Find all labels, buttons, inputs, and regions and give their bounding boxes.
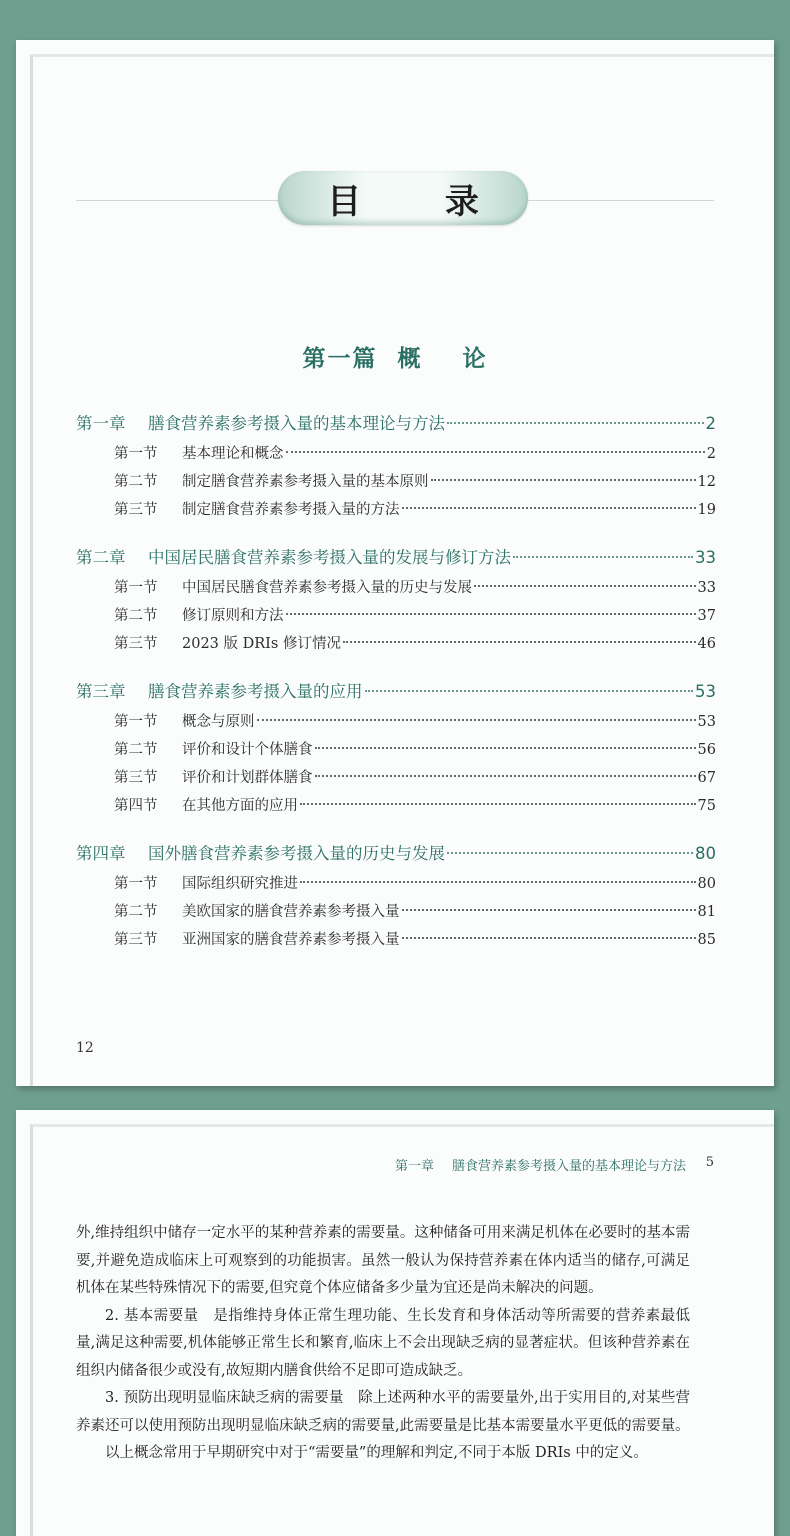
section-page: 46 bbox=[697, 636, 716, 652]
section-title: 制定膳食营养素参考摄入量的基本原则 bbox=[182, 474, 429, 490]
dot-leader bbox=[286, 451, 705, 453]
section-title: 亚洲国家的膳食营养素参考摄入量 bbox=[182, 932, 400, 948]
dot-leader bbox=[315, 747, 696, 749]
toc-list bbox=[76, 408, 716, 972]
section-title: 评价和设计个体膳食 bbox=[182, 742, 313, 758]
section-number: 第一节 bbox=[114, 876, 158, 892]
section-title: 概念与原则 bbox=[182, 714, 255, 730]
body-paragraph: 外,维持组织中储存一定水平的某种营养素的需要量。这种储备可用来满足机体在必要时的基本需要,并避免造成临床上可观察到的功能损害。虽然一般认为保持营养素在体内适当的储存,可满足机体在某些特殊情况下的需要,但究竟个体应储备多少量为宜还是尚未解决的问题。 bbox=[76, 1225, 690, 1296]
toc-heading-banner bbox=[278, 171, 528, 225]
dot-leader bbox=[365, 690, 694, 692]
section-page: 56 bbox=[697, 742, 716, 758]
page-folio: 12 bbox=[76, 1040, 94, 1056]
body-paragraph: 3. 预防出现明显临床缺乏病的需要量 除上述两种水平的需要量外,出于实用目的,对某些营养素还可以使用预防出现明显临床缺乏病的需要量,此需要量是比基本需要量水平更低的需要量。 bbox=[76, 1390, 690, 1434]
section-number: 第一节 bbox=[114, 714, 158, 730]
dot-leader bbox=[431, 479, 696, 481]
chapter-title: 膳食营养素参考摄入量的应用 bbox=[148, 682, 363, 701]
section-page: 53 bbox=[697, 714, 716, 730]
section-page: 37 bbox=[697, 608, 716, 624]
section-page: 85 bbox=[697, 932, 716, 948]
dot-leader bbox=[257, 719, 696, 721]
dot-leader bbox=[402, 909, 696, 911]
chapter-page: 80 bbox=[695, 844, 716, 863]
toc-chapter-row[interactable] bbox=[76, 408, 716, 440]
toc-section-row[interactable] bbox=[76, 574, 716, 602]
section-number: 第二节 bbox=[114, 608, 158, 624]
section-page: 12 bbox=[697, 474, 716, 490]
chapter-page: 53 bbox=[695, 682, 716, 701]
section-page: 67 bbox=[697, 770, 716, 786]
toc-chapter bbox=[76, 838, 716, 954]
section-title: 修订原则和方法 bbox=[182, 608, 284, 624]
toc-section-row[interactable] bbox=[76, 468, 716, 496]
section-number: 第二节 bbox=[114, 742, 158, 758]
section-number: 第三节 bbox=[114, 932, 158, 948]
dot-leader bbox=[300, 881, 696, 883]
toc-section-row[interactable] bbox=[76, 602, 716, 630]
section-number: 第三节 bbox=[114, 636, 158, 652]
section-number: 第一节 bbox=[114, 446, 158, 462]
toc-section-row[interactable] bbox=[76, 736, 716, 764]
chapter-number: 第二章 bbox=[76, 548, 126, 567]
content-page bbox=[16, 1110, 774, 1536]
chapter-title: 膳食营养素参考摄入量的基本理论与方法 bbox=[148, 414, 445, 433]
body-paragraph: 2. 基本需要量 是指维持身体正常生理功能、生长发育和身体活动等所需要的营养素最低量,满足这种需要,机体能够正常生长和繁育,临床上不会出现缺乏病的显著症状。但该种营养素在组织内储备很少或没有,故短期内膳食供给不足即可造成缺乏。 bbox=[76, 1307, 690, 1379]
running-head-title: 膳食营养素参考摄入量的基本理论与方法 bbox=[451, 1159, 686, 1174]
section-title: 在其他方面的应用 bbox=[182, 798, 298, 814]
page-number: 5 bbox=[705, 1155, 714, 1170]
toc-chapter bbox=[76, 542, 716, 658]
toc-section-row[interactable] bbox=[76, 440, 716, 468]
chapter-title: 国外膳食营养素参考摄入量的历史与发展 bbox=[148, 844, 445, 863]
dot-leader bbox=[402, 507, 696, 509]
toc-section-row[interactable] bbox=[76, 898, 716, 926]
toc-section-row[interactable] bbox=[76, 926, 716, 954]
dot-leader bbox=[447, 852, 693, 854]
chapter-page: 2 bbox=[705, 414, 716, 433]
toc-section-row[interactable] bbox=[76, 792, 716, 820]
body-text bbox=[76, 1220, 690, 1468]
section-page: 81 bbox=[697, 904, 716, 920]
toc-section-row[interactable] bbox=[76, 708, 716, 736]
section-page: 75 bbox=[697, 798, 716, 814]
section-page: 80 bbox=[697, 876, 716, 892]
section-number: 第二节 bbox=[114, 904, 158, 920]
section-title: 2023 版 DRIs 修订情况 bbox=[182, 636, 341, 652]
dot-leader bbox=[315, 775, 696, 777]
toc-chapter-row[interactable] bbox=[76, 676, 716, 708]
toc-page bbox=[16, 40, 774, 1086]
dot-leader bbox=[513, 556, 693, 558]
toc-chapter-row[interactable] bbox=[76, 542, 716, 574]
section-number: 第三节 bbox=[114, 770, 158, 786]
chapter-title: 中国居民膳食营养素参考摄入量的发展与修订方法 bbox=[148, 548, 511, 567]
chapter-number: 第三章 bbox=[76, 682, 126, 701]
section-title: 基本理论和概念 bbox=[182, 446, 284, 462]
section-title: 制定膳食营养素参考摄入量的方法 bbox=[182, 502, 400, 518]
toc-section-row[interactable] bbox=[76, 496, 716, 524]
dot-leader bbox=[474, 585, 696, 587]
chapter-page: 33 bbox=[695, 548, 716, 567]
chapter-number: 第一章 bbox=[76, 414, 126, 433]
section-title: 中国居民膳食营养素参考摄入量的历史与发展 bbox=[182, 580, 472, 596]
chapter-number: 第四章 bbox=[76, 844, 126, 863]
body-paragraph: 以上概念常用于早期研究中对于“需要量”的理解和判定,不同于本版 DRIs 中的定义。 bbox=[105, 1445, 648, 1461]
dot-leader bbox=[402, 937, 696, 939]
toc-chapter-row[interactable] bbox=[76, 838, 716, 870]
toc-heading: 目 录 bbox=[327, 181, 515, 222]
section-number: 第二节 bbox=[114, 474, 158, 490]
dot-leader bbox=[286, 613, 696, 615]
part-title: 第一篇 概 论 bbox=[302, 346, 488, 372]
section-title: 国际组织研究推进 bbox=[182, 876, 298, 892]
toc-chapter bbox=[76, 408, 716, 524]
section-title: 评价和计划群体膳食 bbox=[182, 770, 313, 786]
section-number: 第一节 bbox=[114, 580, 158, 596]
section-page: 33 bbox=[697, 580, 716, 596]
toc-section-row[interactable] bbox=[76, 764, 716, 792]
dot-leader bbox=[300, 803, 696, 805]
section-number: 第三节 bbox=[114, 502, 158, 518]
running-head bbox=[395, 1155, 686, 1174]
toc-section-row[interactable] bbox=[76, 630, 716, 658]
section-page: 2 bbox=[706, 446, 716, 462]
dot-leader bbox=[343, 641, 696, 643]
toc-chapter bbox=[76, 676, 716, 820]
dot-leader bbox=[447, 422, 704, 424]
toc-section-row[interactable] bbox=[76, 870, 716, 898]
section-page: 19 bbox=[697, 502, 716, 518]
running-head-chapter: 第一章 bbox=[394, 1159, 434, 1174]
section-number: 第四节 bbox=[114, 798, 158, 814]
section-title: 美欧国家的膳食营养素参考摄入量 bbox=[182, 904, 400, 920]
